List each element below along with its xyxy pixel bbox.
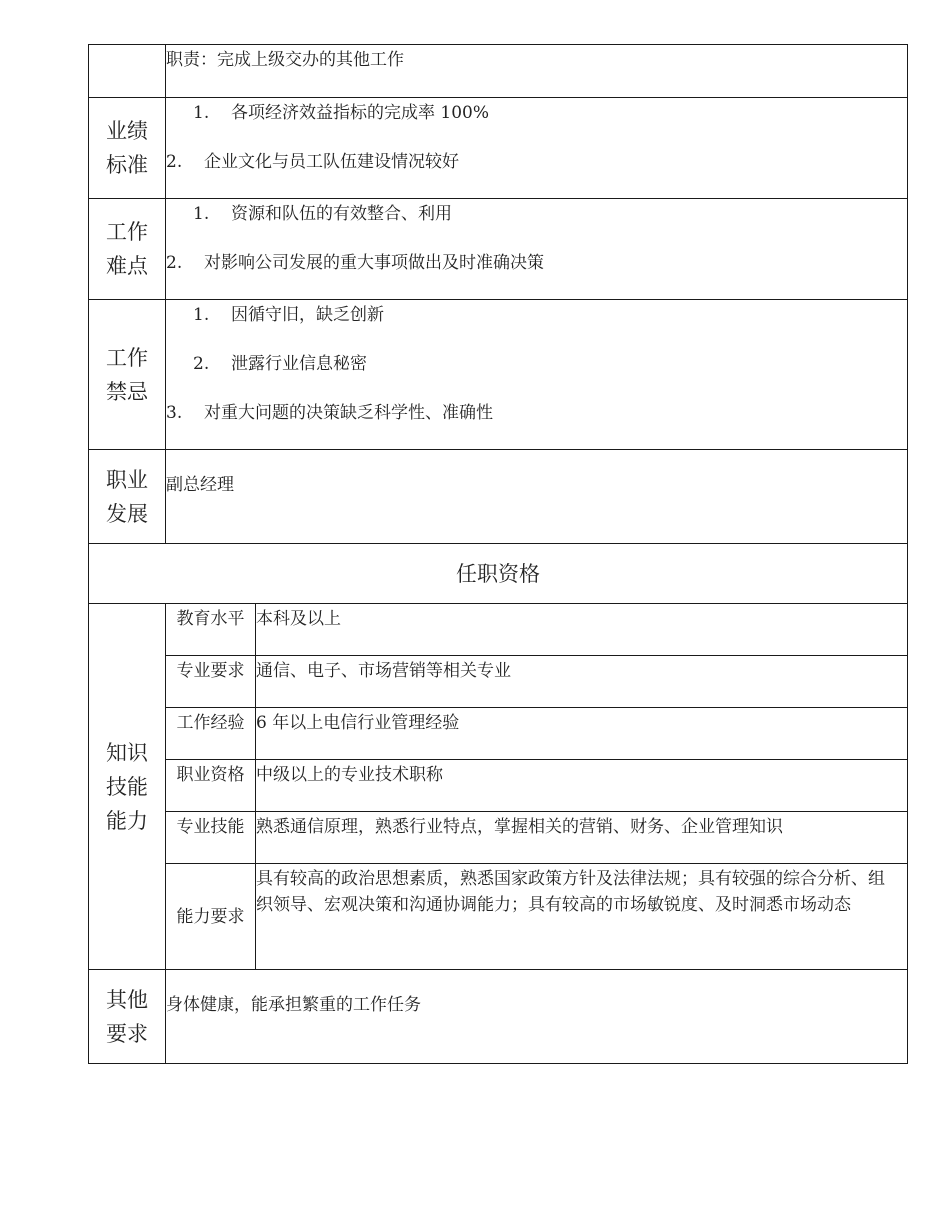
career-label: 职业 发展 [89,450,166,544]
duties-content [166,45,908,98]
major-label: 专业要求 [166,656,256,708]
duties-label-cell [89,45,166,98]
difficulties-content [166,199,908,300]
other-text: 身体健康，能承担繁重的工作任务 [166,994,421,1015]
performance-row [89,98,908,199]
career-content [166,450,908,544]
knowledge-row-certification [89,760,908,812]
certification-value: 中级以上的专业技术职称 [256,760,908,812]
list-item: 2. 泄露行业信息秘密 [193,354,367,374]
performance-content [166,98,908,199]
career-row [89,450,908,544]
ability-value: 具有较高的政治思想素质，熟悉国家政策方针及法律法规；具有较强的综合分析、组织领导、宏观决策和沟通协调能力；具有较高的市场敏锐度、及时洞悉市场动态 [256,864,908,970]
performance-label: 业绩 标准 [89,98,166,199]
knowledge-row-skills [89,812,908,864]
job-description-table [88,44,908,1064]
difficulties-row [89,199,908,300]
knowledge-row-education [89,604,908,656]
list-item: 2. 企业文化与员工队伍建设情况较好 [166,152,459,172]
ability-label: 能力要求 [166,864,256,970]
duties-row [89,45,908,98]
experience-value: 6 年以上电信行业管理经验 [256,708,908,760]
skills-value: 熟悉通信原理，熟悉行业特点，掌握相关的营销、财务、企业管理知识 [256,812,908,864]
education-value: 本科及以上 [256,604,908,656]
skills-label: 专业技能 [166,812,256,864]
other-content [166,970,908,1064]
knowledge-label: 知识 技能 能力 [89,604,166,970]
major-value: 通信、电子、市场营销等相关专业 [256,656,908,708]
career-text: 副总经理 [166,475,234,495]
knowledge-row-ability [89,864,908,970]
list-item: 1. 因循守旧，缺乏创新 [193,305,384,325]
list-item: 2. 对影响公司发展的重大事项做出及时准确决策 [166,253,544,273]
knowledge-row-experience [89,708,908,760]
other-label: 其他 要求 [89,970,166,1064]
other-row [89,970,908,1064]
taboos-content [166,300,908,450]
education-label: 教育水平 [166,604,256,656]
qualification-header: 任职资格 [89,544,908,604]
taboos-label: 工作 禁忌 [89,300,166,450]
experience-label: 工作经验 [166,708,256,760]
qualification-header-row [89,544,908,604]
list-item: 1. 资源和队伍的有效整合、利用 [193,204,452,224]
list-item: 3. 对重大问题的决策缺乏科学性、准确性 [166,403,493,423]
knowledge-row-major [89,656,908,708]
duties-text: 职责：完成上级交办的其他工作 [166,50,404,70]
taboos-row [89,300,908,450]
list-item: 1. 各项经济效益指标的完成率 100% [193,103,490,123]
certification-label: 职业资格 [166,760,256,812]
difficulties-label: 工作 难点 [89,199,166,300]
